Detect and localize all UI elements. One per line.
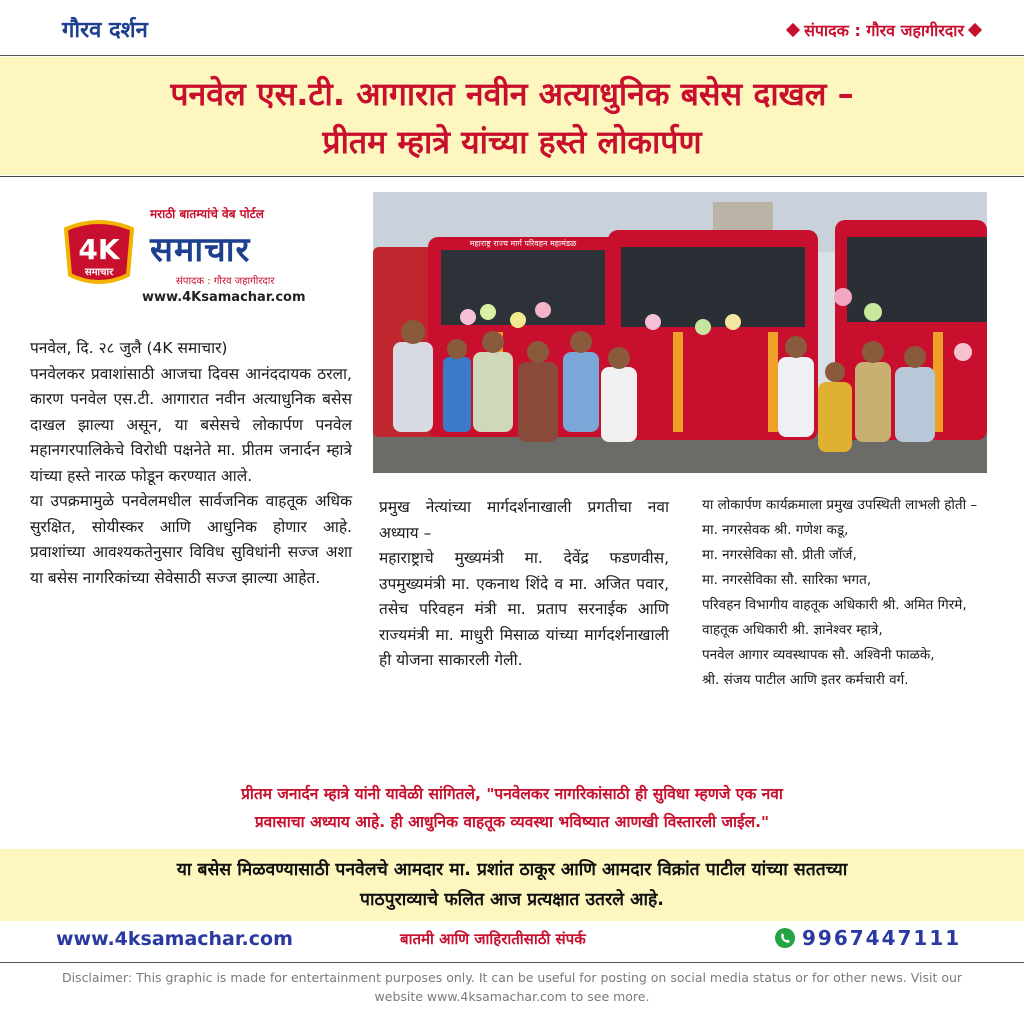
website-link[interactable]: www.4ksamachar.com: [56, 928, 293, 950]
headline: [30, 70, 994, 166]
article-column-3: [702, 493, 980, 693]
logo-tagline: मराठी बातम्यांचे वेब पोर्टल: [150, 207, 264, 221]
photo-illustration: [373, 192, 987, 473]
attendee-line: वाहतूक अधिकारी श्री. ज्ञानेश्वर म्हात्रे,: [702, 622, 883, 638]
paragraph: या उपक्रमामुळे पनवेलमधील सार्वजनिक वाहतूक अधिक सुरक्षित, सोयीस्कर आणि आधुनिक होणार आहे. प्रवाशांच्या आवश्यकतेनुसार विविध सुविधांनी सज्ज अशा या बसेस नागरिकांच्या सेवेसाठी सज्ज झाल्या आहेत.: [30, 492, 352, 587]
quote: [40, 780, 984, 836]
editor-credit-text: संपादक : गौरव जहागीरदार: [804, 21, 964, 40]
article-column-2: [379, 495, 669, 674]
divider: [0, 962, 1024, 963]
4k-badge-icon: [60, 217, 138, 287]
diamond-icon: [786, 23, 800, 37]
paragraph: महाराष्ट्राचे मुख्यमंत्री मा. देवेंद्र फडणवीस, उपमुख्यमंत्री मा. एकनाथ शिंदे व मा. अजित पवार, तसेच परिवहन मंत्री मा. प्रताप सरनाईक आणि राज्यमंत्री मा. माधुरी मिसाळ यांच्या मार्गदर्शनाखाली ही योजना साकारली गेली.: [379, 549, 669, 669]
quote-line-1: प्रीतम जनार्दन म्हात्रे यांनी यावेळी सांगितले, "पनवेलकर नागरिकांसाठी ही सुविधा म्हणजे एक नवा: [241, 785, 783, 803]
logo-url: www.4Ksamachar.com: [142, 290, 306, 305]
attendees-intro: या लोकार्पण कार्यक्रमाला प्रमुख उपस्थिती लाभली होती –: [702, 497, 978, 513]
phone-number[interactable]: [774, 926, 961, 950]
headline-line-1: पनवेल एस.टी. आगारात नवीन अत्याधुनिक बसेस दाखल –: [170, 75, 854, 113]
highlight-line-1: या बसेस मिळवण्यासाठी पनवेलचे आमदार मा. प्रशांत ठाकूर आणि आमदार विक्रांत पाटील यांच्या सततच्या: [176, 860, 848, 880]
attendee-line: मा. नगरसेविका सौ. सारिका भगत,: [702, 572, 872, 588]
diamond-icon: [968, 23, 982, 37]
badge-4k-text: 4K: [78, 233, 120, 266]
section-heading: प्रमुख नेत्यांच्या मार्गदर्शनाखाली प्रगतीचा नवा अध्याय –: [379, 498, 669, 542]
article-column-1: [30, 336, 352, 591]
attendee-line: मा. नगरसेवक श्री. गणेश कडू,: [702, 522, 849, 538]
attendee-line: श्री. संजय पाटील आणि इतर कर्मचारी वर्ग.: [702, 672, 909, 688]
highlight-line-2: पाठपुराव्याचे फलित आज प्रत्यक्षात उतरले आहे.: [360, 890, 664, 910]
bus-inauguration-photo: [373, 192, 987, 473]
attendee-line: पनवेल आगार व्यवस्थापक सौ. अश्विनी फाळके,: [702, 647, 935, 663]
paragraph: पनवेलकर प्रवाशांसाठी आजचा दिवस आनंददायक ठरला, कारण पनवेल एस.टी. आगारात नवीन अत्याधुनिक बसेस दाखल झाल्या असून, या बसेसचे लोकार्पण पनवेल महानगरपालिकेचे विरोधी पक्षनेते मा. प्रीतम जनार्दन म्हात्रे यांच्या हस्ते नारळ फोडून करण्यात आले.: [30, 364, 352, 485]
bus-banner: महाराष्ट्र राज्य मार्ग परिवहन महामंडळ: [469, 239, 577, 248]
divider: [0, 55, 1024, 56]
publication-name: गौरव दर्शन: [62, 18, 148, 43]
badge-sub-text: समाचार: [84, 267, 114, 278]
attendee-line: परिवहन विभागीय वाहतूक अधिकारी श्री. अमित गिरमे,: [702, 597, 967, 613]
editor-credit: [788, 19, 980, 41]
logo-editor: संपादक : गौरव जहागीरदार: [176, 276, 275, 287]
dateline: पनवेल, दि. २८ जुलै (4K समाचार): [30, 339, 228, 357]
whatsapp-icon: [774, 927, 796, 949]
highlight-text: [30, 855, 994, 915]
logo-wordmark: समाचार: [150, 230, 251, 270]
quote-line-2: प्रवासाचा अध्याय आहे. ही आधुनिक वाहतूक व्यवस्था भविष्यात आणखी विस्तारली जाईल.": [254, 813, 770, 831]
attendee-line: मा. नगरसेविका सौ. प्रीती जॉर्ज,: [702, 547, 857, 563]
headline-line-2: प्रीतम म्हात्रे यांच्या हस्ते लोकार्पण: [322, 123, 702, 161]
contact-label: बातमी आणि जाहिरातीसाठी संपर्क: [400, 930, 586, 948]
phone-number-text: 9967447111: [802, 926, 962, 950]
disclaimer: Disclaimer: This graphic is made for entertainment purposes only. It can be useful for posting on social media status or for other news. Visit our website www.4ksamachar.com to see more.: [61, 970, 963, 1004]
divider: [0, 176, 1024, 177]
